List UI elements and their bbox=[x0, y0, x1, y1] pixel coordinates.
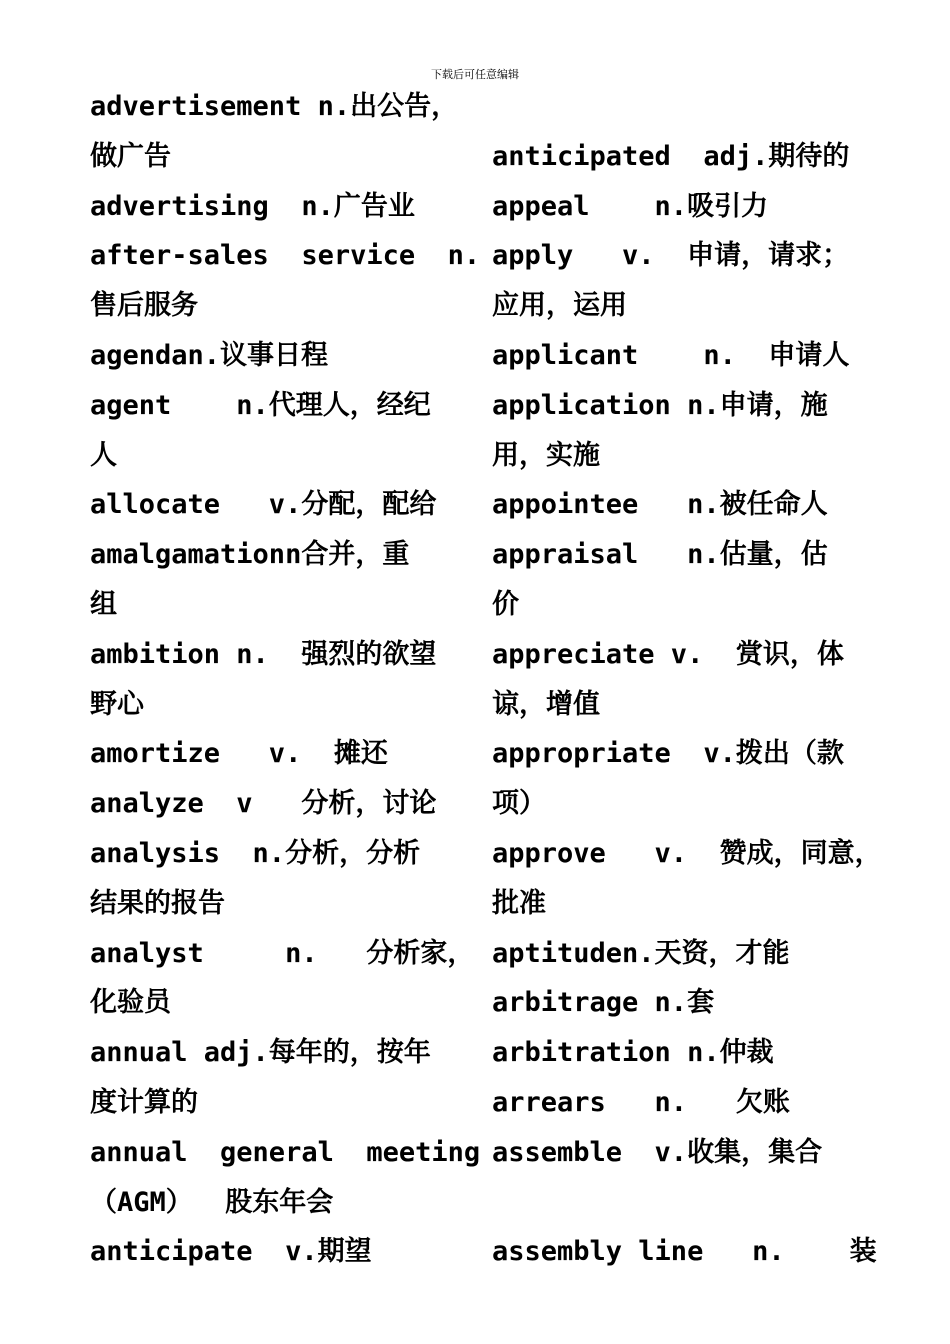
text-line: 结果的报告 bbox=[90, 887, 225, 919]
text-line: advertisement n.出公告， bbox=[90, 91, 459, 122]
page-header: 下载后可任意编辑 bbox=[431, 68, 519, 81]
text-line: analyst n. 分析家， bbox=[90, 937, 475, 969]
text-line: annual general meeting bbox=[90, 1136, 481, 1168]
text-line: assemble v.收集，集合 bbox=[492, 1136, 823, 1168]
text-line: anticipate v.期望 bbox=[90, 1236, 372, 1268]
text-line: 应用，运用 bbox=[492, 290, 627, 322]
text-line: amalgamationn合并，重 bbox=[90, 539, 410, 571]
text-line: 价 bbox=[492, 588, 519, 620]
text-line: arbitrage n.套 bbox=[492, 987, 715, 1019]
text-line: agent n.代理人，经纪 bbox=[90, 389, 431, 421]
text-line: anticipated adj.期待的 bbox=[492, 140, 850, 172]
text-line bbox=[492, 82, 877, 132]
text-line: 组 bbox=[90, 588, 117, 620]
text-line: analysis n.分析，分析 bbox=[90, 837, 421, 869]
text-line: 化验员 bbox=[90, 987, 171, 1019]
text-line: annual adj.每年的，按年 bbox=[90, 1037, 431, 1069]
text-line: appeal n.吸引力 bbox=[492, 190, 769, 222]
text-line: appreciate v. 赏识，体 bbox=[492, 638, 844, 670]
text-line: after-sales service n. bbox=[90, 240, 481, 272]
text-line: 售后服务 bbox=[90, 290, 198, 322]
text-line: apply v. 申请，请求； bbox=[492, 240, 850, 272]
right-column bbox=[492, 82, 882, 1277]
text-line: application n.申请，施 bbox=[492, 389, 828, 421]
text-line: ambition n. 强烈的欲望 bbox=[90, 638, 437, 670]
text-line: analyze v 分析，讨论 bbox=[90, 788, 437, 820]
text-line: arrears n. 欠账 bbox=[492, 1086, 790, 1118]
text-line bbox=[492, 1178, 877, 1228]
text-line: allocate v.分配，配给 bbox=[90, 489, 437, 521]
text-line: advertising n.广告业 bbox=[90, 190, 415, 222]
text-line: 野心 bbox=[90, 688, 144, 720]
text-line: 度计算的 bbox=[90, 1086, 198, 1118]
text-line: approve v. 赞成，同意， bbox=[492, 837, 882, 869]
text-line: 做广告 bbox=[90, 140, 171, 172]
left-column bbox=[90, 82, 481, 1277]
text-line: 人 bbox=[90, 439, 117, 471]
text-line: 批准 bbox=[492, 887, 546, 919]
text-line: amortize v. 摊还 bbox=[90, 738, 388, 770]
text-line: applicant n. 申请人 bbox=[492, 339, 850, 371]
text-line: appointee n.被任命人 bbox=[492, 489, 828, 521]
text-line: assembly line n. 装 bbox=[492, 1236, 877, 1268]
text-line: agendan.议事日程 bbox=[90, 339, 329, 371]
text-line: （AGM） 股东年会 bbox=[90, 1186, 334, 1218]
text-line: 用，实施 bbox=[492, 439, 600, 471]
text-line: 谅，增值 bbox=[492, 688, 600, 720]
text-line: appropriate v.拨出（款 bbox=[492, 738, 844, 770]
text-line: aptituden.天资，才能 bbox=[492, 937, 790, 969]
text-line: appraisal n.估量，估 bbox=[492, 539, 828, 571]
text-line: 项） bbox=[492, 788, 546, 820]
text-line: arbitration n.仲裁 bbox=[492, 1037, 774, 1069]
